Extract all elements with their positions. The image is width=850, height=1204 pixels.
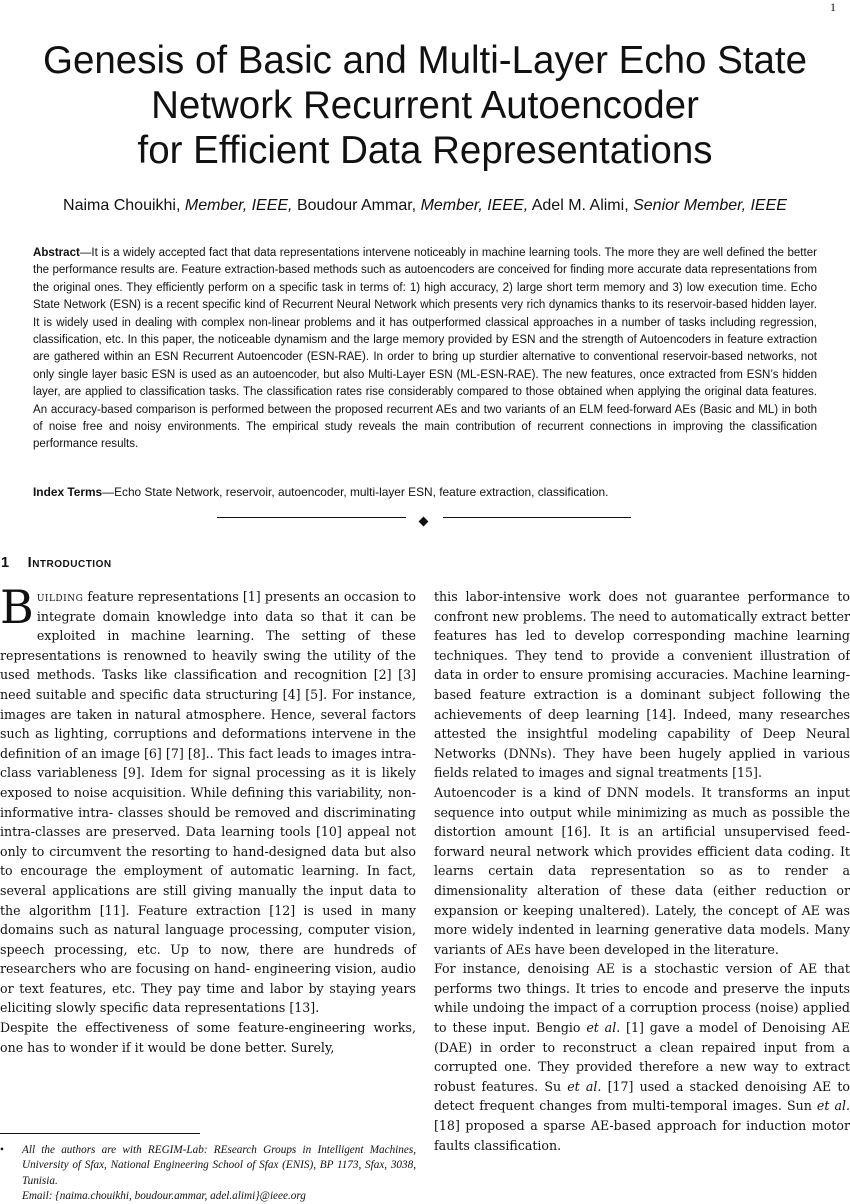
paragraph: Autoencoder is a kind of DNN models. It transforms an input sequence into output while minimizing as much as possible the distortion amount [16]. It is an artificial unsupervised feed-forward neural network which provides efficient data coding. It learns certain data representation so as to render a dimensionality alteration of these data (either reduction or expansion or keeping unaltered). Lately, the concept of AE was more widely indented in learning generative data models. Many variants of AEs have been developed in the literature. [434, 784, 850, 957]
author-role: Senior Member, IEEE [633, 197, 787, 214]
title-line: Genesis of Basic and Multi-Layer Echo State [43, 39, 807, 82]
footnote-email: Email: {naima.chouikhi, boudour.ammar, adel.alimi}@ieee.org [22, 1189, 306, 1202]
section-number: 1 [1, 555, 10, 571]
author-name: Naima Chouikhi, [63, 197, 181, 214]
section-heading [1, 555, 112, 571]
title-line: Network Recurrent Autoencoder [151, 84, 699, 127]
dropcap: B [0, 580, 34, 634]
paragraph-text: feature representations [1] presents an occasion to integrate domain knowledge into data so that it can be exploited in machine learning. The setting of these representations is renowned to heavily swing the utility of the used methods. Tasks like classification and recognition [2] [3] need suitable and specific data structuring [4] [5]. For instance, images are taken in natural atmosphere. Hence, several factors such as lighting, corruptions and deformations intervene in the definition of an image [6] [7] [8].. This fact leads to images intra-class variableness [9]. Idem for signal processing as it is likely exposed to noise acquisition. While defining this variability, non-informative intra- classes should be removed and discriminating intra-classes are preserved. Data learning tools [10] appeal not only to circumvent the resorting to hand-designed data but also to encourage the employment of automatic learning. In fact, several applications are still giving manually the input data to the algorithm [11]. Feature extraction [12] is used in many domains such as natural language processing, computer vision, speech processing, etc. Up to now, there are hundreds of researchers who are focusing on hand- engineering vision, audio or text features, etc. They pay time and labor by staying years eliciting slowly specific data representations [13]. [0, 589, 416, 1016]
paragraph: Despite the effectiveness of some feature-engineering works, one has to wonder if it would be done better. Surely, [0, 1020, 416, 1055]
bullet-icon: • [0, 1144, 4, 1156]
paragraph: this labor-intensive work does not guarantee performance to confront new problems. The need to automatically extract better features has led to develop corresponding machine learning techniques. They tend to provide a convenient illustration of data in order to ensure promising accuracies. Machine learning-based feature extraction is a dominant subject following the achievements of deep learning [14]. Indeed, many researches attested the insightful modeling capability of Deep Neural Networks (DNNs). They have been hugely applied in various fields related to images and signal treatments [15]. [434, 589, 850, 781]
author-role: Member, IEEE, [420, 197, 529, 214]
divider-line [217, 517, 406, 518]
author-name: Boudour Ammar, [296, 197, 417, 214]
abstract-text: —It is a widely accepted fact that data representations intervene noticeably in machine learning tools. The more they are well defined the better the performance results are. Feature extraction-based methods such as autoencoders are conceived for finding more accurate data representations from the original ones. They efficiently perform on a specific task in terms of: 1) high accuracy, 2) large short term memory and 3) low execution time. Echo State Network (ESN) is a recent specific kind of Recurrent Neural Network which presents very rich dynamics thanks to its reservoir-based hidden layer. It is widely used in dealing with complex non-linear problems and it has outperformed classical approaches in a number of tasks including regression, classification, etc. In this paper, the noticeable dynamism and the large memory provided by ESN and the strength of Autoencoders in feature extraction are gathered within an ESN Recurrent Autoencoder (ESN-RAE). In order to bring up sturdier alternative to conventional reservoir-based networks, not only single layer basic ESN is used as an autoencoder, but also Multi-Layer ESN (ML-ESN-RAE). The new features, once extracted from ESN’s hidden layer, are applied to classification tasks. The classification rates rise considerably compared to those obtained when applying the original data features. An accuracy-based comparison is performed between the proposed recurrent AEs and two variants of an ELM feed-forward AEs (Basic and ML) in both of noise free and noisy environments. The empirical study reveals the main contribution of recurrent connections in improving the classification performance results. [33, 247, 817, 451]
divider-line [443, 517, 631, 518]
right-column [434, 587, 850, 1155]
et-al: et al. [586, 1020, 621, 1036]
page-number: 1 [830, 0, 836, 14]
index-terms [33, 484, 817, 501]
author-role: Member, IEEE, [184, 197, 293, 214]
index-terms-text: —Echo State Network, reservoir, autoencoder, multi-layer ESN, feature extraction, classification. [102, 485, 609, 499]
title-line: for Efficient Data Representations [137, 129, 713, 172]
diamond-icon [419, 517, 429, 527]
section-title: Introduction [27, 555, 112, 571]
left-column [0, 580, 416, 1057]
abstract [33, 245, 817, 454]
index-terms-label: Index Terms [33, 485, 103, 499]
footnote-rule [0, 1133, 200, 1134]
footnote-text: All the authors are with REGIM-Lab: REsearch Groups in Intelligent Machines, University of Sfax, National Engineering School of Sfax (ENIS), BP 1173, Sfax, 3038, Tunisia. [22, 1144, 416, 1187]
paragraph-text: [18] proposed a sparse AE-based approach for induction motor faults classification. [434, 1118, 850, 1153]
paragraph-text: [1] gave a model of Denoising AE (DAE) in order to reconstruct a clean repaired input from a corrupted one. They provided therefore a new way to extract robust features. Su [434, 1020, 850, 1094]
paper-title [0, 38, 850, 173]
et-al: et al. [816, 1098, 850, 1114]
paragraph-text: [17] used a stacked denoising AE to detect frequent changes from multi-temporal images. Sun [434, 1078, 850, 1114]
author-list [0, 195, 850, 217]
abstract-label: Abstract [33, 247, 80, 259]
paragraph [434, 959, 850, 1155]
lead-word: uilding [36, 589, 84, 604]
author-name: Adel M. Alimi, [531, 197, 629, 214]
paragraph-text: For instance, denoising AE is a stochastic version of AE that performs two things. It tries to encode and preserve the inputs while undoing the impact of a corruption process (noise) applied to these input. Bengio [434, 961, 850, 1036]
et-al: et al. [567, 1078, 602, 1094]
footnote [0, 1143, 416, 1204]
paragraph [0, 580, 416, 1018]
